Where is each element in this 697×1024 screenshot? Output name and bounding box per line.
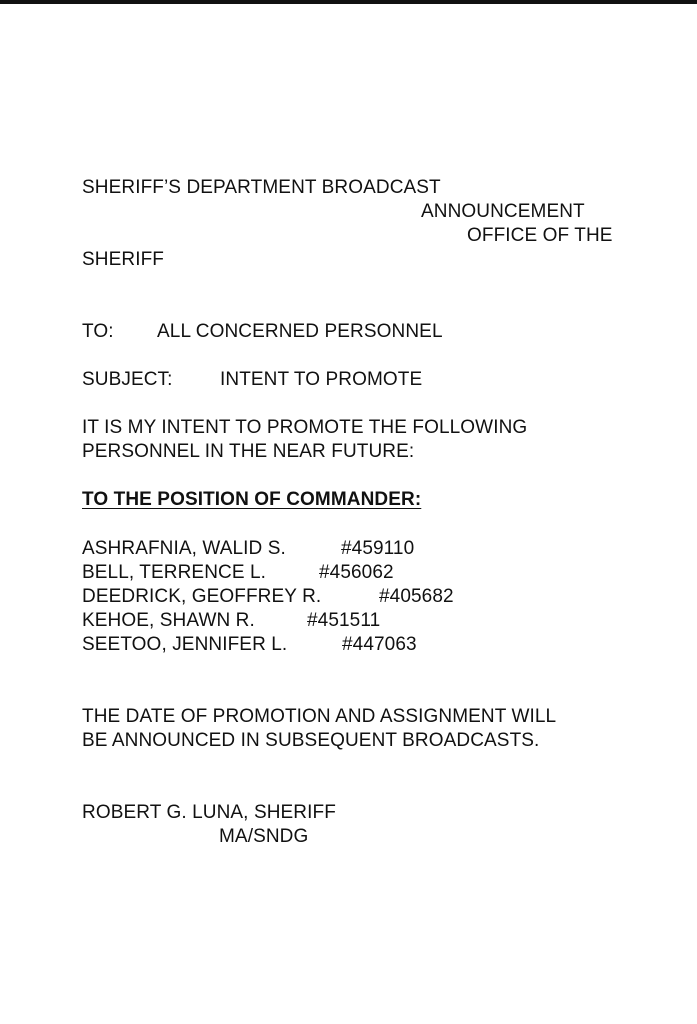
closing-line2: BE ANNOUNCED IN SUBSEQUENT BROADCASTS. <box>82 730 540 751</box>
intro-line2: PERSONNEL IN THE NEAR FUTURE: <box>82 441 415 462</box>
promotee-number: #447063 <box>342 634 417 655</box>
header-office-line: OFFICE OF THE <box>467 225 613 246</box>
header-title-line1: SHERIFF’S DEPARTMENT BROADCAST <box>82 177 441 198</box>
signature-initials: MA/SNDG <box>219 826 309 847</box>
to-label: TO: <box>82 321 114 342</box>
promotee-name: KEHOE, SHAWN R. <box>82 610 255 631</box>
promotee-name: ASHRAFNIA, WALID S. <box>82 538 286 559</box>
promotee-number: #456062 <box>319 562 394 583</box>
promotee-name: BELL, TERRENCE L. <box>82 562 267 583</box>
subject-value: INTENT TO PROMOTE <box>220 369 423 390</box>
to-value: ALL CONCERNED PERSONNEL <box>157 321 443 342</box>
signature-name: ROBERT G. LUNA, SHERIFF <box>82 802 336 823</box>
promotee-number: #459110 <box>341 538 415 559</box>
intro-line1: IT IS MY INTENT TO PROMOTE THE FOLLOWING <box>82 417 528 438</box>
header-sheriff-line: SHERIFF <box>82 249 164 270</box>
header-title-line2: ANNOUNCEMENT <box>421 201 585 222</box>
promotee-number: #451511 <box>307 610 381 631</box>
subject-label: SUBJECT: <box>82 369 173 390</box>
promotee-number: #405682 <box>379 586 454 607</box>
promotee-name: DEEDRICK, GEOFFREY R. <box>82 586 322 607</box>
closing-line1: THE DATE OF PROMOTION AND ASSIGNMENT WILL <box>82 706 557 727</box>
promotee-name: SEETOO, JENNIFER L. <box>82 634 288 655</box>
section-heading: TO THE POSITION OF COMMANDER: <box>82 489 422 510</box>
